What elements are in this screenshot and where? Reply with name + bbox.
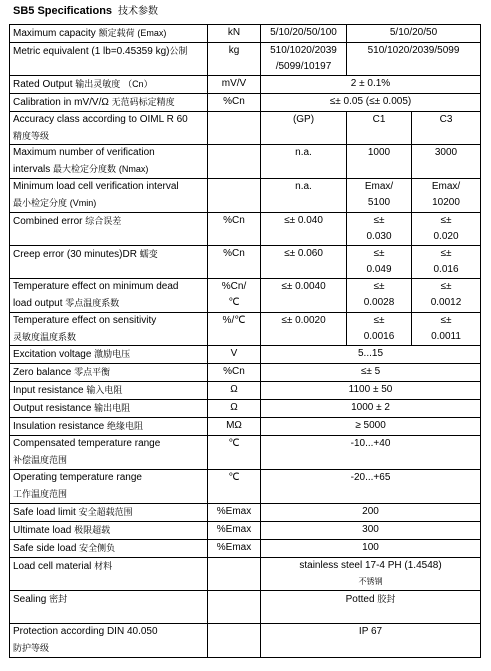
row-excitation-voltage (10, 346, 481, 364)
label-cell: Output resistance 输出电阻 (10, 400, 208, 418)
value-cell: -10...+40 (261, 436, 481, 470)
label-cell: Rated Output 输出灵敏度 （Cn） (10, 76, 208, 94)
row-min-verification-interval (10, 179, 481, 213)
row-rated-output (10, 76, 481, 94)
unit-cell: ℃ (208, 470, 261, 504)
unit-cell: %Cn (208, 94, 261, 112)
unit-cell: mV/V (208, 76, 261, 94)
value-cell: 300 (261, 522, 481, 540)
value-cell: 3000 (412, 145, 481, 179)
value-cell: ≤± 0.05 (≤± 0.005) (261, 94, 481, 112)
row-safe-side-load (10, 540, 481, 558)
value-cell: Emax/ 5100 (347, 179, 412, 213)
row-safe-load-limit (10, 504, 481, 522)
unit-cell: kg (208, 43, 261, 76)
row-max-verification-intervals (10, 145, 481, 179)
unit-cell: MΩ (208, 418, 261, 436)
row-sealing (10, 591, 481, 624)
row-ultimate-load (10, 522, 481, 540)
value-cell: C1 (347, 112, 412, 145)
value-cell: 1000 ± 2 (261, 400, 481, 418)
label-cell: Compensated temperature range 补偿温度范围 (10, 436, 208, 470)
label-cell: Load cell material 材料 (10, 558, 208, 591)
label-cell: Maximum capacity 额定载荷 (Emax) (10, 25, 208, 43)
value-cell: ≤± 0.016 (412, 246, 481, 279)
row-max-capacity (10, 25, 481, 43)
label-cell: Insulation resistance 绝缘电阻 (10, 418, 208, 436)
unit-cell: %Cn (208, 246, 261, 279)
value-cell: ≤± 5 (261, 364, 481, 382)
row-combined-error (10, 213, 481, 246)
unit-cell: ℃ (208, 436, 261, 470)
unit-cell (208, 624, 261, 658)
value-cell: 200 (261, 504, 481, 522)
value-cell: ≤± 0.0012 (412, 279, 481, 313)
value-cell: 510/1020/2039 /5099/10197 (261, 43, 347, 76)
label-cell: Maximum number of verification intervals 最大检定分度数 (Nmax) (10, 145, 208, 179)
value-cell: ≤± 0.0040 (261, 279, 347, 313)
row-calibration (10, 94, 481, 112)
value-cell: Emax/ 10200 (412, 179, 481, 213)
value-cell: 2 ± 0.1% (261, 76, 481, 94)
row-temp-effect-zero (10, 279, 481, 313)
unit-cell: %Cn/ ℃ (208, 279, 261, 313)
row-output-resistance (10, 400, 481, 418)
unit-cell: %Emax (208, 504, 261, 522)
row-protection (10, 624, 481, 658)
value-cell: IP 67 (261, 624, 481, 658)
value-cell: stainless steel 17-4 PH (1.4548) 不锈钢 (261, 558, 481, 591)
value-cell: ≤± 0.0016 (347, 313, 412, 346)
unit-cell (208, 558, 261, 591)
value-cell: Potted 胶封 (261, 591, 481, 624)
label-cell: Sealing 密封 (10, 591, 208, 624)
unit-cell: %Emax (208, 540, 261, 558)
row-zero-balance (10, 364, 481, 382)
unit-cell: %Emax (208, 522, 261, 540)
unit-cell (208, 112, 261, 145)
label-cell: Combined error 综合误差 (10, 213, 208, 246)
label-cell: Zero balance 零点平衡 (10, 364, 208, 382)
label-cell: Safe load limit 安全超载范围 (10, 504, 208, 522)
label-cell: Minimum load cell verification interval 最小检定分度 (Vmin) (10, 179, 208, 213)
row-load-cell-material (10, 558, 481, 591)
value-cell: 100 (261, 540, 481, 558)
value-cell: -20...+65 (261, 470, 481, 504)
label-cell: Temperature effect on sensitivity 灵敏度温度系数 (10, 313, 208, 346)
unit-cell (208, 591, 261, 624)
value-cell: n.a. (261, 145, 347, 179)
unit-cell: Ω (208, 382, 261, 400)
value-cell: 1000 (347, 145, 412, 179)
value-cell: (GP) (261, 112, 347, 145)
label-cell: Operating temperature range 工作温度范围 (10, 470, 208, 504)
unit-cell: %/℃ (208, 313, 261, 346)
unit-cell: kN (208, 25, 261, 43)
label-cell: Calibration in mV/V/Ω 无范码标定精度 (10, 94, 208, 112)
unit-cell: %Cn (208, 213, 261, 246)
title-model: SB5 Specifications (13, 5, 113, 17)
value-cell: ≤± 0.0028 (347, 279, 412, 313)
label-cell: Safe side load 安全侧负 (10, 540, 208, 558)
value-cell: 510/1020/2039/5099 (347, 43, 481, 76)
row-operating-temp-range (10, 470, 481, 504)
value-cell: C3 (412, 112, 481, 145)
label-cell: Metric equivalent (1 lb=0.45359 kg)公制 (10, 43, 208, 76)
unit-cell: V (208, 346, 261, 364)
label-cell: Ultimate load 极限超载 (10, 522, 208, 540)
page-title (13, 5, 158, 18)
value-cell: 5/10/20/50 (347, 25, 481, 43)
value-cell: ≥ 5000 (261, 418, 481, 436)
row-metric-equivalent (10, 43, 481, 76)
title-cn: 技术参数 (118, 6, 159, 17)
value-cell: 5...15 (261, 346, 481, 364)
unit-cell: %Cn (208, 364, 261, 382)
value-cell: 1100 ± 50 (261, 382, 481, 400)
label-cell: Protection according DIN 40.050 防护等级 (10, 624, 208, 658)
value-cell: ≤± 0.049 (347, 246, 412, 279)
unit-cell (208, 179, 261, 213)
label-cell: Creep error (30 minutes)DR 蠕变 (10, 246, 208, 279)
label-cell: Excitation voltage 激励电压 (10, 346, 208, 364)
label-cell: Accuracy class according to OIML R 60 精度等级 (10, 112, 208, 145)
spec-table (9, 24, 481, 658)
value-cell: ≤± 0.020 (412, 213, 481, 246)
row-compensated-temp-range (10, 436, 481, 470)
value-cell: ≤± 0.060 (261, 246, 347, 279)
label-cell: Temperature effect on minimum dead load output 零点温度系数 (10, 279, 208, 313)
unit-cell (208, 145, 261, 179)
label-cell: Input resistance 输入电阻 (10, 382, 208, 400)
row-temp-effect-sensitivity (10, 313, 481, 346)
row-insulation-resistance (10, 418, 481, 436)
value-cell: ≤± 0.030 (347, 213, 412, 246)
value-cell: ≤± 0.0020 (261, 313, 347, 346)
row-input-resistance (10, 382, 481, 400)
row-accuracy-class (10, 112, 481, 145)
value-cell: 5/10/20/50/100 (261, 25, 347, 43)
unit-cell: Ω (208, 400, 261, 418)
value-cell: ≤± 0.0011 (412, 313, 481, 346)
value-cell: ≤± 0.040 (261, 213, 347, 246)
value-cell: n.a. (261, 179, 347, 213)
row-creep-error (10, 246, 481, 279)
